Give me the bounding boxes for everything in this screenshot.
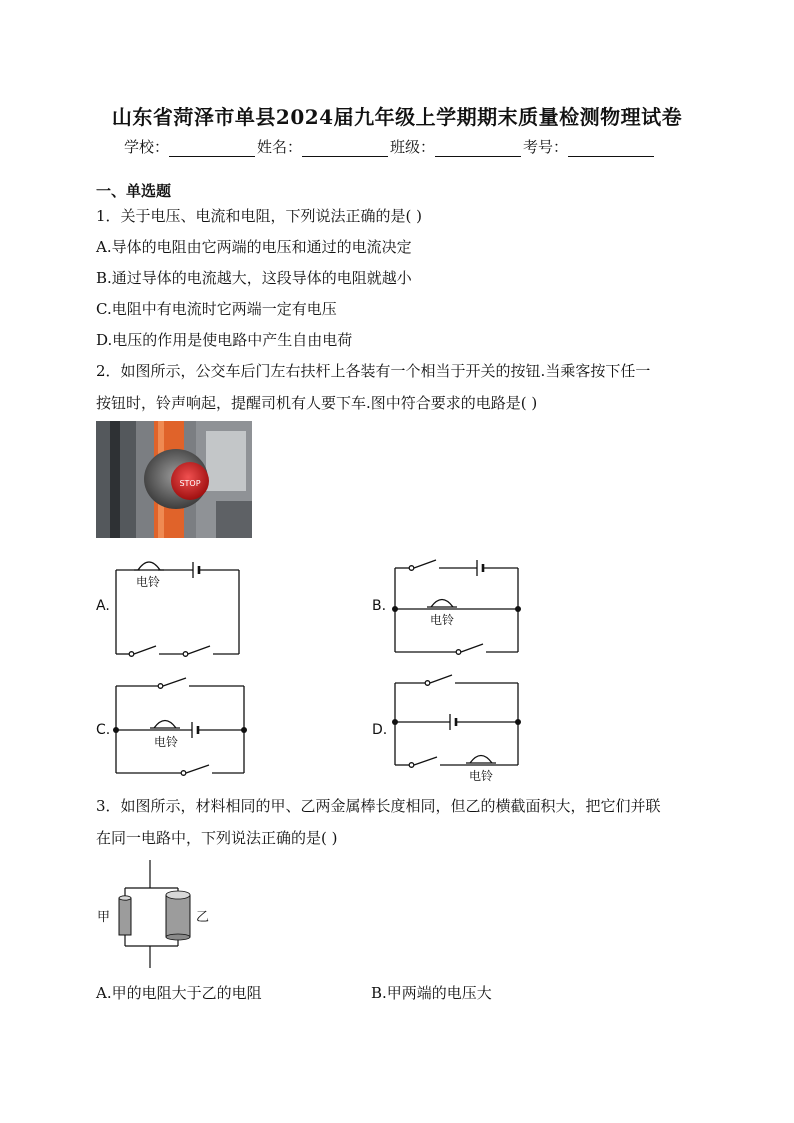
student-info-row bbox=[124, 136, 656, 157]
option-b-label[interactable]: B. bbox=[372, 598, 387, 614]
q1-option-c: C.电阻中有电流时它两端一定有电压 bbox=[96, 300, 337, 318]
circuit-a[interactable] bbox=[116, 562, 239, 656]
exam-no-blank[interactable] bbox=[568, 140, 654, 157]
rod-yi bbox=[166, 891, 190, 940]
option-a-label[interactable]: A. bbox=[96, 598, 110, 614]
option-d-label[interactable]: D. bbox=[372, 722, 388, 738]
q2-stem-line2: 按钮时，铃声响起，提醒司机有人要下车.图中符合要求的电路是( ) bbox=[96, 394, 538, 412]
circuit-b[interactable] bbox=[395, 560, 518, 654]
rod-jia bbox=[119, 896, 131, 935]
bell-label-d: 电铃 bbox=[469, 769, 494, 783]
circuit-d[interactable] bbox=[395, 675, 518, 767]
q1-option-a: A.导体的电阻由它两端的电压和通过的电流决定 bbox=[96, 238, 412, 256]
circuit-c[interactable] bbox=[116, 678, 244, 775]
q1-option-d: D.电压的作用是使电路中产生自由电荷 bbox=[96, 331, 353, 349]
option-c-label[interactable]: C. bbox=[96, 722, 111, 738]
q3-option-a: A.甲的电阻大于乙的电阻 bbox=[96, 984, 262, 1002]
section-heading: 一、单选题 bbox=[96, 182, 172, 200]
class-blank[interactable] bbox=[435, 140, 521, 157]
class-label: 班级： bbox=[390, 138, 436, 156]
q3-stem-line1: 3．如图所示，材料相同的甲、乙两金属棒长度相同，但乙的横截面积大，把它们并联 bbox=[96, 797, 661, 815]
school-label: 学校： bbox=[124, 138, 170, 156]
exam-no-label: 考号： bbox=[523, 138, 569, 156]
q3-stem-line2: 在同一电路中，下列说法正确的是( ) bbox=[96, 829, 338, 847]
label-yi: 乙 bbox=[196, 910, 210, 925]
name-label: 姓名： bbox=[257, 138, 303, 156]
q3-option-b: B.甲两端的电压大 bbox=[371, 984, 492, 1002]
q1-stem: 1．关于电压、电流和电阻，下列说法正确的是( ) bbox=[96, 207, 423, 225]
bell-label-b: 电铃 bbox=[430, 613, 455, 627]
q2-stem-line1: 2．如图所示，公交车后门左右扶杆上各装有一个相当于开关的按钮.当乘客按下任一 bbox=[96, 362, 651, 380]
page-title: 山东省菏泽市单县2024届九年级上学期期末质量检测物理试卷 bbox=[111, 105, 683, 129]
q1-option-b: B.通过导体的电流越大，这段导体的电阻就越小 bbox=[96, 269, 412, 287]
label-jia: 甲 bbox=[97, 910, 111, 925]
q2-circuit-options bbox=[0, 540, 794, 790]
bus-button-photo bbox=[96, 421, 252, 538]
stop-button-text: STOP bbox=[179, 479, 201, 488]
bell-label-a: 电铃 bbox=[136, 575, 161, 589]
q3-rods-diagram bbox=[90, 855, 220, 970]
school-blank[interactable] bbox=[169, 140, 255, 157]
name-blank[interactable] bbox=[302, 140, 388, 157]
bell-label-c: 电铃 bbox=[154, 735, 179, 749]
